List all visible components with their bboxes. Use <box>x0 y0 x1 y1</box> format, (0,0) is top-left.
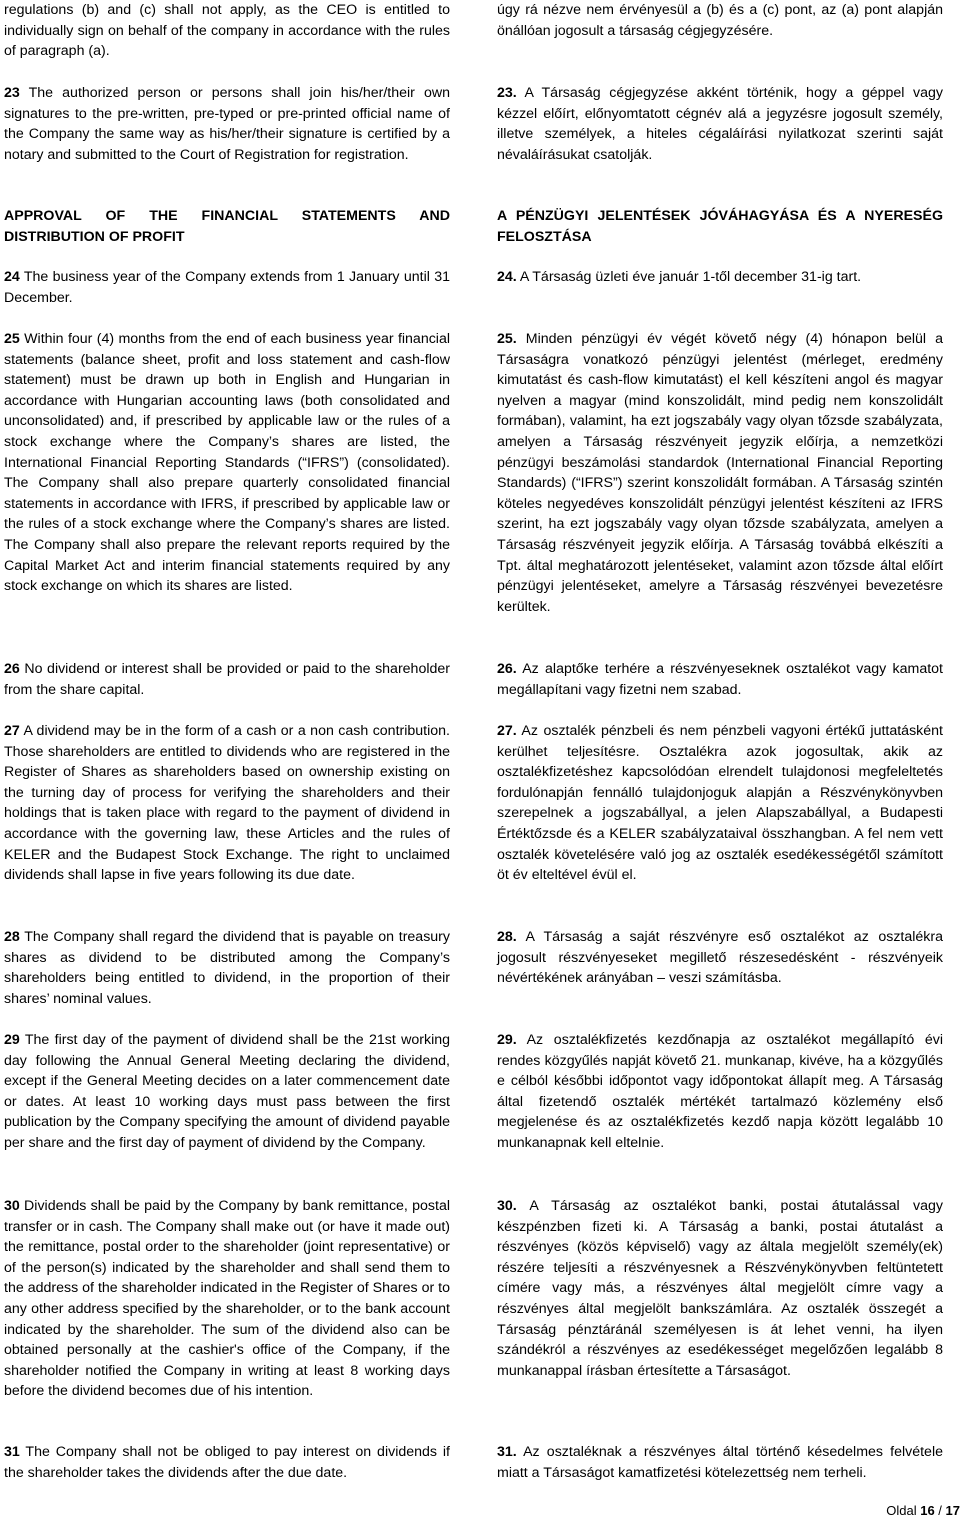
english-paragraph-29 <box>4 1030 450 1154</box>
paragraph-text: Dividends shall be paid by the Company by bank remittance, postal transfer or in cash. The Company shall make out (or have it made out) the remittance, postal order to the shareholder (joint representative) or of the person(s) indicated by the shareholder and shall send them to the address of the shareholder indicated in the Register of Shares or to any other address specified by the shareholder, or to the bank account indicated by the shareholder. The sum of the dividend also can be obtained personally at the cashier's office of the Company, if the shareholder notified the Company in writing at least 8 working days before the dividend becomes due of his intention. <box>4 1198 450 1400</box>
paragraph-text: A Társaság az osztalékot banki, postai átutalással vagy készpénzben fizeti ki. A Társaság a banki, postai átutalást a részvényes (közös képviselő) vagy az általa megjelölt személy(ek) részére teljesíti a részvényesnek a Részvénykönyvben feltüntetett címére vagy más, a részvényes által megjelölt címre vagy a részvényes által megjelölt bankszámlára. Az osztalék összegét a Társaság pénztáránál személyesen is át lehet venni, ha ilyen szándékról a részvényes az esedékességet megelőzően legalább 8 munkanappal írásban értesítette a Társaságot. <box>497 1198 943 1379</box>
paragraph-text: Az alaptőke terhére a részvényeseknek osztalékot vagy kamatot megállapítani vagy fizetni nem szabad. <box>497 661 943 698</box>
paragraph-number: 24 <box>4 269 20 285</box>
paragraph-number: 30. <box>497 1198 517 1214</box>
paragraph-number: 25. <box>497 331 517 347</box>
paragraph-text: Minden pénzügyi év végét követő négy (4) hónapon belül a Társaságra vonatkozó pénzügyi jelentést (mérleget, eredmény kimutatást és cash-flow kimutatást) el kell készíteni angol és magyar nyelven a magyar (mind konszolidált, mind pedig nem konszolidált formában), valamint, ha ezt jogszabály vagy olyan tőzsde szabályzata, amelyen a Társaság részvényeit jegyzik előírja, a nemzetközi pénzügyi beszámolási standardok (International Financial Reporting Standards) (“IFRS”) szerint konszolidált formában. A Társaság szintén köteles negyedéves konszolidált pénzügyi jelentést készíteni az IFRS szerint, ha ezt jogszabály vagy olyan tőzsde szabályzata, amelyen a Társaság részvényeit jegyzik előírja. A Társaság továbbá elkészíti a Tpt. által meghatározott jelentéseket, valamint azon tőzsde által előírt pénzügyi jelentéseket, amelyre a Társaság részvényei bevezetésre kerültek. <box>497 331 943 615</box>
hungarian-paragraph-25 <box>497 329 943 617</box>
paragraph-text: The authorized person or persons shall join his/her/their own signatures to the pre-written, pre-typed or pre-printed official name of the Company the same way as his/her/their signature is certified by a notary and submitted to the Court of Registration for registration. <box>4 85 450 163</box>
english-intro-paragraph: regulations (b) and (c) shall not apply, as the CEO is entitled to individually sign on behalf of the company in accordance with the rules of paragraph (a). <box>4 2 450 60</box>
hungarian-paragraph-23 <box>497 83 943 165</box>
paragraph-number: 29. <box>497 1032 517 1048</box>
english-paragraph-30 <box>4 1196 450 1402</box>
paragraph-text: Az osztaléknak a részvényes által történő késedelmes felvétele miatt a Társaságot kamatfizetési kötelezettség nem terheli. <box>497 1444 943 1481</box>
paragraph-number: 24. <box>497 269 517 285</box>
page-separator: / <box>934 1503 946 1518</box>
paragraph-text: No dividend or interest shall be provided or paid to the shareholder from the share capital. <box>4 661 450 698</box>
current-page: 16 <box>920 1503 935 1518</box>
paragraph-text: Az osztalék pénzbeli és nem pénzbeli vagyoni értékű juttatásként kerülhet teljesítésre. Osztalékra azok jogosultak, akik az osztalékfizetéshez kapcsolódóan elrendelt tulajdonosi megfeleltetés fordulónapján fennálló tulajdonjoguk alapján a Részvénykönyvben szerepelnek a jogszabállyal, a jelen Alapszabállyal, a Budapesti Értéktőzsde és a KELER szabályzataival összhangban. A fel nem vett osztalék követelésére való jog az osztalék esedékességétől számított öt év elteltével évül el. <box>497 723 943 884</box>
paragraph-text: The first day of the payment of dividend shall be the 21st working day following the Annual General Meeting declaring the dividend, except if the General Meeting decides on a later commencement date or dates. At least 10 working days must pass between the first publication by the Company specifying the amount of dividend payable per share and the first day of payment of dividend by the Company. <box>4 1032 450 1151</box>
paragraph-number: 26 <box>4 661 20 677</box>
english-section-heading: APPROVAL OF THE FINANCIAL STATEMENTS AND DISTRIBUTION OF PROFIT <box>4 208 450 245</box>
paragraph-text: A Társaság üzleti éve január 1-től december 31-ig tart. <box>516 269 862 285</box>
english-paragraph-28 <box>4 927 450 1009</box>
hungarian-paragraph-26 <box>497 659 943 700</box>
hungarian-section-heading: A PÉNZÜGYI JELENTÉSEK JÓVÁHAGYÁSA ÉS A NYERESÉG FELOSZTÁSA <box>497 208 943 245</box>
paragraph-text: A dividend may be in the form of a cash or a non cash contribution. Those shareholders are entitled to dividends who are registered in the Register of Shares as shareholders based on ownership existing on the turning day of process for verifying the shareholders and their holdings that is taken place with regard to the payment of dividend in accordance with the governing law, these Articles and the rules of KELER and the Budapest Stock Exchange. The right to unclaimed dividends shall lapse in five years following its due date. <box>4 723 450 884</box>
english-paragraph-24 <box>4 267 450 308</box>
paragraph-text: The Company shall regard the dividend that is payable on treasury shares as dividend to be distributed among the Company’s shareholders being entitled to dividend, in the proportion of their shares’ nominal values. <box>4 929 450 1007</box>
paragraph-number: 27. <box>497 723 517 739</box>
paragraph-text: Within four (4) months from the end of each business year financial statements (balance sheet, profit and loss statement and cash-flow statement) must be drawn up both in English and Hungarian in accordance with Hungarian accounting laws (both consolidated and unconsolidated) and, if prescribed by applicable law or the rules of a stock exchange where the Company’s shares are listed, the International Financial Reporting Standards (“IFRS”) (consolidated). The Company shall also prepare quarterly consolidated financial statements in accordance with IFRS, if prescribed by applicable law or the rules of a stock exchange where the Company’s shares are listed. The Company shall also prepare the relevant reports required by the Capital Market Act and interim financial statements required by any stock exchange on which its shares are listed. <box>4 331 450 595</box>
paragraph-text: The Company shall not be obliged to pay interest on dividends if the shareholder takes the dividends after the due date. <box>4 1444 450 1481</box>
english-paragraph-23 <box>4 83 450 165</box>
paragraph-number: 28 <box>4 929 20 945</box>
paragraph-text: The business year of the Company extends from 1 January until 31 December. <box>4 269 450 306</box>
paragraph-number: 29 <box>4 1032 20 1048</box>
hungarian-paragraph-28 <box>497 927 943 989</box>
paragraph-text: A Társaság a saját részvényre eső osztalékot az osztalékra jogosult részvényeseket megillető részesedésként - részvényeik névértékének arányában – veszi számításba. <box>497 929 943 987</box>
paragraph-text: A Társaság cégjegyzése akként történik, hogy a géppel vagy kézzel előírt, előnyomtatott cégnév alá a jegyzésre jogosult személy, illetve személyek, a hiteles cégaláírási nyilatkozat szerinti saját névaláírásukat csatolják. <box>497 85 943 163</box>
paragraph-text: Az osztalékfizetés kezdőnapja az osztalékot megállapító évi rendes közgyűlés napját követő 21. munkanap, kivéve, ha a közgyűlés e célból későbbi időpontot vagy időpontokat állapít meg. A Társaság által fizetendő osztalék mértékét tartalmazó közlemény első megjelenése és az osztalékfizetés kezdő napja között legalább 10 munkanapnak kell eltelnie. <box>497 1032 943 1151</box>
paragraph-number: 31 <box>4 1444 20 1460</box>
hungarian-paragraph-31 <box>497 1442 943 1483</box>
hungarian-intro-paragraph: úgy rá nézve nem érvényesül a (b) és a (c) pont, az (a) pont alapján önállóan jogosult a társaság cégjegyzésére. <box>497 2 943 39</box>
english-paragraph-25 <box>4 329 450 597</box>
hungarian-paragraph-30 <box>497 1196 943 1381</box>
paragraph-number: 28. <box>497 929 517 945</box>
page-label: Oldal <box>886 1503 921 1518</box>
paragraph-number: 30 <box>4 1198 20 1214</box>
english-paragraph-31 <box>4 1442 450 1483</box>
paragraph-number: 31. <box>497 1444 517 1460</box>
hungarian-paragraph-24 <box>497 267 943 288</box>
hungarian-paragraph-27 <box>497 721 943 886</box>
paragraph-number: 23 <box>4 85 20 101</box>
paragraph-number: 27 <box>4 723 20 739</box>
english-paragraph-26 <box>4 659 450 700</box>
page-number-footer <box>886 1503 960 1519</box>
paragraph-number: 26. <box>497 661 517 677</box>
hungarian-paragraph-29 <box>497 1030 943 1154</box>
paragraph-number: 23. <box>497 85 517 101</box>
english-paragraph-27 <box>4 721 450 886</box>
paragraph-number: 25 <box>4 331 20 347</box>
total-pages: 17 <box>945 1503 960 1518</box>
